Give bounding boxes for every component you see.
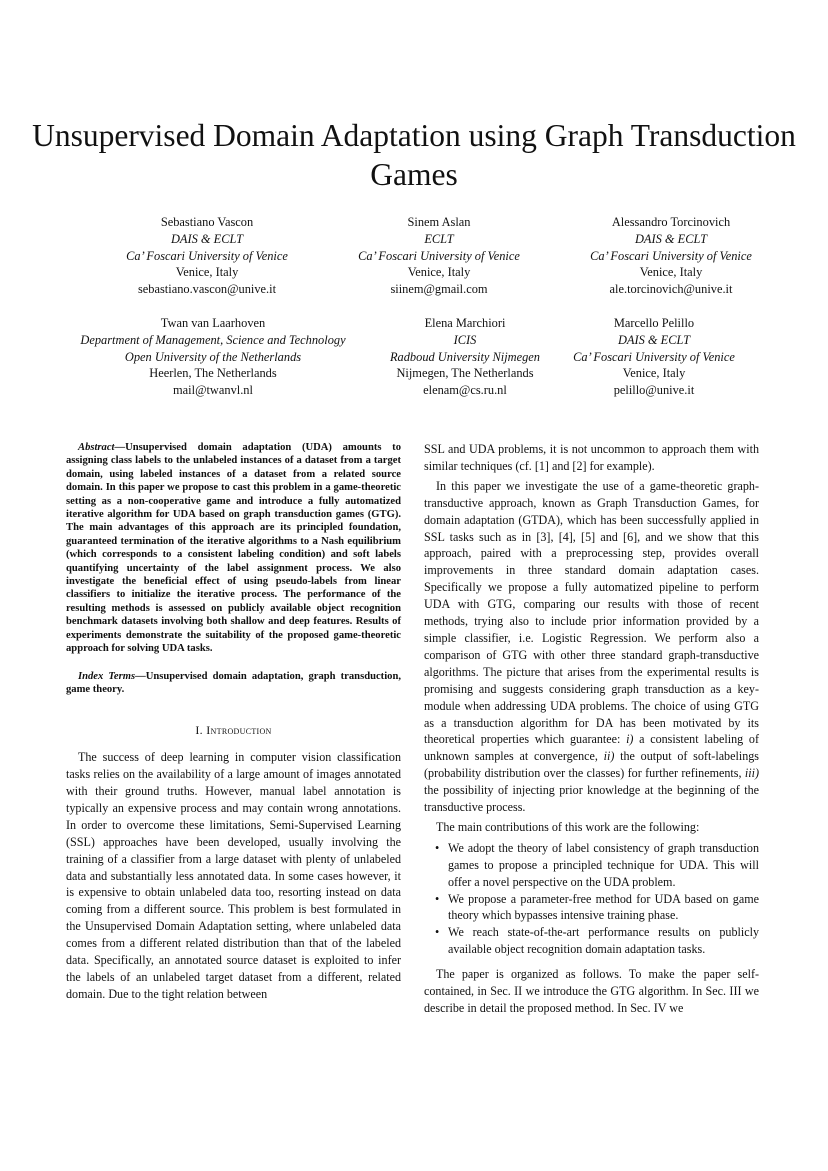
author-name: Sinem Aslan xyxy=(407,215,471,229)
section-number: I. xyxy=(195,723,203,738)
author-location: Heerlen, The Netherlands xyxy=(149,366,277,381)
contributions-list xyxy=(424,840,759,958)
bullet-icon: • xyxy=(435,891,440,906)
right-column xyxy=(424,441,759,1017)
contribution-text: We reach state-of-the-art performance results on publicly available object recognition domain adaptation tasks. xyxy=(448,925,759,957)
property-text: the possibility of injecting prior knowledge at the beginning of the transductive process. xyxy=(424,783,759,815)
property-text: the output of soft-labelings (probability distribution over the classes) for further refinements, xyxy=(424,749,759,781)
author-location: Venice, Italy xyxy=(175,265,239,280)
bullet-icon: • xyxy=(435,840,440,855)
author-institution: Ca’ Foscari University of Venice xyxy=(126,248,288,263)
author-name: Marcello Pelillo xyxy=(613,316,695,330)
author-email[interactable]: pelillo@unive.it xyxy=(613,383,695,398)
paper-title xyxy=(0,116,828,194)
abstract-lead: Abstract xyxy=(78,442,115,453)
author-name: Alessandro Torcinovich xyxy=(611,215,731,229)
author-email[interactable]: ale.torcinovich@unive.it xyxy=(609,282,733,297)
author-location: Venice, Italy xyxy=(407,265,471,280)
author-affiliation: Department of Management, Science and Technology xyxy=(80,332,346,347)
author-location: Nijmegen, The Netherlands xyxy=(396,366,534,381)
abstract xyxy=(66,441,401,656)
contribution-text: We propose a parameter-free method for UDA based on game theory which bypasses intensive training phase. xyxy=(448,891,759,923)
author-affiliation: DAIS & ECLT xyxy=(634,231,708,246)
section-heading xyxy=(66,722,401,739)
author-institution: Ca’ Foscari University of Venice xyxy=(358,248,520,263)
author-institution: Ca’ Foscari University of Venice xyxy=(590,248,752,263)
continuation-paragraph: SSL and UDA problems, it is not uncommon to approach them with similar techniques (cf. [1] and [2] for example). xyxy=(424,442,759,473)
bullet-icon: • xyxy=(435,925,440,940)
author-email[interactable]: mail@twanvl.nl xyxy=(173,383,253,398)
author-block xyxy=(511,214,828,298)
index-terms xyxy=(66,670,401,697)
property-tag: iii) xyxy=(744,766,759,781)
intro-paragraph: The success of deep learning in computer vision classification tasks relies on the availability of a large amount of images annotated with their ground truths. However, manual label annotation is typically an expensive process and may contain wrong annotations. In order to overcome these limitations, Semi-Supervised Learning (SSL) approaches have been developed, usually involving the training of a classifier from a large dataset with plenty of unlabeled data and substantially less annotated data. In some cases however, it is expensive to obtain unlabeled data too, resorting instead on data coming from a different source. This problem is best formulated in the Unsupervised Domain Adaptation setting, where unlabeled data comes from a different related distribution than that of the labeled data. Specifically, an annotated source dataset is exploited to infer the labels of an unlabeled target dataset from a different, related domain. Due to the tight relation between xyxy=(66,750,401,1001)
index-terms-text: —Unsupervised domain adaptation, graph transduction, game theory. xyxy=(66,670,401,695)
author-email[interactable]: siinem@gmail.com xyxy=(390,282,488,297)
author-affiliation: ICIS xyxy=(453,332,477,347)
author-institution: Ca’ Foscari University of Venice xyxy=(573,349,735,364)
property-tag: i) xyxy=(626,732,634,747)
author-institution: Open University of the Netherlands xyxy=(124,349,302,364)
abstract-text: —Unsupervised domain adaptation (UDA) amounts to assigning class labels to the unlabeled instances of a dataset from a target domain, using labeled instances of a dataset from a related source domain. In this paper we propose to cast this problem in a game-theoretic setting as a non-cooperative game and introduce a fully automatized iterative algorithm for UDA based on graph transduction games (GTG). The main advantages of this approach are its principled foundation, guaranteed termination of the iterative algorithms to a Nash equilibrium (which corresponds to a consistent labeling condition) and soft labels quantifying uncertainty of the label assignment process. We also investigate the beneficial effect of using pseudo-labels from linear classifiers to initialize the iterative process. The performance of the resulting methods is assessed on publicly available object recognition benchmark datasets involving both shallow and deep features. Results of experiments demonstrate the suitability of the proposed game-theoretic approach for solving UDA tasks. xyxy=(66,442,401,655)
list-item xyxy=(435,924,759,958)
property-text: a consistent labeling of unknown samples at convergence, xyxy=(424,732,759,764)
list-item xyxy=(435,891,759,925)
author-name: Twan van Laarhoven xyxy=(160,316,266,330)
author-block xyxy=(494,315,814,399)
approach-text: In this paper we investigate the use of a game-theoretic graph-transductive approach, known as Graph Transduction Games, for domain adaptation (GTDA), which has been successfully applied in SSL tasks such as in [3], [4], [5] and [6], and we show that this approach, paired with a preprocessing step, provides overall improvements in three standard domain adaptation cases. Specifically we propose a fully automatized pipeline to perform UDA with GTG, comparing our results with those of recent methods, trying also to include prior information provided by a simple classifier, i.e. Logistic Regression. We perform also a comparison of GTG with other three standard graph-transductive algorithms. The picture that arises from the experimental results is promising and suggests considering graph transduction as a key-module when addressing UDA problems. The choice of using GTG as a transduction algorithm for DA has been motivated by its theoretical properties which guarantee: xyxy=(424,478,759,747)
contributions-intro: The main contributions of this work are the following: xyxy=(436,819,700,834)
author-location: Venice, Italy xyxy=(639,265,703,280)
author-institution: Radboud University Nijmegen xyxy=(389,349,541,364)
organization-paragraph: The paper is organized as follows. To make the paper self-contained, in Sec. II we introduce the GTG algorithm. In Sec. III we describe in detail the proposed method. In Sec. IV we xyxy=(424,967,759,1015)
approach-paragraph xyxy=(424,478,759,816)
section-title: Introduction xyxy=(206,723,272,738)
author-affiliation: ECLT xyxy=(424,231,454,246)
contribution-text: We adopt the theory of label consistency of graph transduction games to propose a principled technique for UDA. This will offer a novel perspective on the UDA problem. xyxy=(448,840,759,889)
author-email[interactable]: elenam@cs.ru.nl xyxy=(423,383,507,398)
author-name: Sebastiano Vascon xyxy=(160,215,254,229)
author-affiliation: DAIS & ECLT xyxy=(170,231,244,246)
list-item xyxy=(435,840,759,891)
author-name: Elena Marchiori xyxy=(424,316,506,330)
index-terms-lead: Index Terms xyxy=(78,670,136,682)
left-column xyxy=(66,441,401,1003)
author-email[interactable]: sebastiano.vascon@unive.it xyxy=(137,282,277,297)
paper-title-text: Unsupervised Domain Adaptation using Graph Transduction Games xyxy=(32,118,796,192)
author-location: Venice, Italy xyxy=(622,366,686,381)
author-affiliation: DAIS & ECLT xyxy=(617,332,691,347)
property-tag: ii) xyxy=(603,749,615,764)
